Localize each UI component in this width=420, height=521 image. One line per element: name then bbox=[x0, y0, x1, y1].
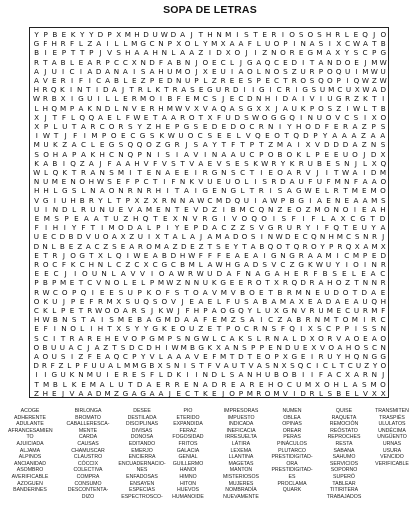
word-item: OPINAS bbox=[282, 421, 302, 428]
word-item: MAGETAS bbox=[228, 460, 254, 467]
grid-row: C K L P E T R W O O A R S J K W J F H P A O G Q Y L U X G N V R U M E C U R M F bbox=[33, 306, 386, 315]
grid-row: X P L U T A R C O R S Y Z H E P G S E D E D O C R N I Y H O D F E R A Z P S bbox=[34, 122, 386, 131]
word-item: CARDA bbox=[78, 434, 98, 441]
word-item: ESPECTROSCO- bbox=[121, 493, 163, 500]
word-item: COMPRA bbox=[76, 473, 100, 480]
word-item: RAQUETA bbox=[331, 414, 357, 421]
word-item: CHAMUSCAR bbox=[71, 447, 105, 454]
word-item: PROCLAMA bbox=[277, 480, 307, 487]
word-item: TABLEAR bbox=[332, 480, 356, 487]
grid-row: S C I T R A R E H E V O P G M P S N G W L C A K S L R N A L D X O R V A O E A O bbox=[34, 333, 387, 343]
word-item: NUEVAMENTE bbox=[223, 493, 259, 500]
word-column bbox=[266, 408, 318, 494]
word-item: IRRESUELTA bbox=[225, 434, 257, 441]
word-item: REMOCIÓN bbox=[329, 421, 359, 428]
word-column bbox=[370, 408, 414, 467]
word-item: HITON bbox=[179, 480, 197, 487]
word-item: NOMBRADÍA bbox=[225, 487, 257, 494]
word-item: LÁTIRA bbox=[231, 440, 251, 447]
word-item: EMERJO bbox=[131, 447, 153, 454]
word-item: DESTILADA bbox=[127, 414, 157, 421]
word-item: CLAUSTRO bbox=[73, 454, 103, 461]
grid-row: A V E R I F I C A B L E Z P E D N U P L Z R E E S P E C T R O S Q O P I Q W Z W bbox=[33, 76, 387, 85]
word-item: HANOI bbox=[179, 467, 197, 474]
grid-row: M U K Z A C L E G S Q Q O Z G R J S A Y T F T P T Z M A I X V D D D A Z N S bbox=[33, 140, 386, 150]
word-item: GALACIA bbox=[176, 447, 200, 454]
word-item: SERVICIOS bbox=[329, 460, 359, 467]
word-item: UNGÜENTO bbox=[377, 434, 407, 441]
word-item: TRANSMITEN bbox=[375, 408, 409, 414]
word-item: DONOSA bbox=[130, 434, 154, 441]
word-item: DESEE bbox=[133, 408, 151, 414]
grid-row: U E C D B D V U O A X Z U I X T A L A J A M A D O S I N W D E C Q N H M C S N R J bbox=[33, 232, 385, 242]
grid-row: P B P M E T C V N O L E L P M W Z N N U K G E E R O T X R Q D R A H O Z T N N R bbox=[34, 278, 386, 288]
word-item: HUEVOS bbox=[177, 487, 199, 494]
word-item: PIO bbox=[183, 408, 193, 414]
grid-row: D R F Z L P F U U A L M M G B X S N I S T F V A U T V A S N X S Q C I C L T C U Z Y O bbox=[33, 361, 387, 371]
grid-row: W R B X I G U I L L E R M O I B F E M C S J E C D N H I D A I V I U G R Z K T I bbox=[32, 94, 385, 104]
grid-row: I I G U K N M U I E R E S F L D K I I N D L S A N H U B O B I I F A C X A R N J bbox=[35, 370, 385, 380]
word-item: OBLEA bbox=[283, 414, 301, 421]
grid-row: H W B N S T A I S M E B A G M D A A F E M Z S A I C Z A B R N M T O M I R C bbox=[33, 315, 386, 325]
word-item: URNAS bbox=[382, 440, 402, 447]
word-item: EXPANDIDA bbox=[173, 421, 203, 428]
grid-row: E F I N O L I H T X S Y Y G K E O U Z E T P O C R N S F Q I X S C P P I S S N bbox=[34, 324, 386, 334]
word-item: CABALLERESCA- bbox=[66, 421, 110, 428]
word-item: NES bbox=[136, 467, 148, 474]
word-item: VERIFICABLE bbox=[375, 460, 409, 467]
word-item: CAUSAS bbox=[77, 440, 99, 447]
word-column bbox=[62, 408, 114, 500]
word-item: MANTON bbox=[229, 467, 253, 474]
word-column bbox=[216, 408, 266, 500]
word-item: REÓSTATO bbox=[330, 427, 358, 434]
grid-row: D N L B E Z A C Z S E A R O M A Z D E Z T S E Y T A B Q O T Q R O Y P R Q X A M X bbox=[33, 241, 386, 251]
word-list bbox=[8, 408, 412, 518]
word-item: PLUTARCO bbox=[278, 447, 306, 454]
grid-row: X J T F L Q Q A E L F W E T A A R O T X F U D S W O G G Q I N U O V C S I X O bbox=[34, 112, 387, 122]
word-item: TRABAJADOS bbox=[326, 493, 362, 500]
word-item: IMPRESORAS bbox=[223, 408, 259, 414]
word-item: DESCONTENTA- bbox=[67, 487, 109, 494]
word-item: BROMATO bbox=[75, 414, 101, 421]
word-item: SUPERÓ bbox=[333, 473, 355, 480]
word-item: ASOMBRO bbox=[16, 467, 44, 474]
word-item: OREAR bbox=[282, 427, 302, 434]
word-item: MUJERES bbox=[228, 480, 254, 487]
word-item: SOPORNO bbox=[330, 467, 358, 474]
word-item: ETERIDO bbox=[176, 414, 200, 421]
grid-row: E E C J I O U N L A V V I O A W R W U D A F N A G A H E R F B S E L E A C bbox=[34, 269, 386, 279]
grid-row: A J U I C I A D A N A I S A H U M O J X E U I A O L N O S Z U R P O Q U I M W U bbox=[33, 66, 386, 76]
grid-row: O K U J P E F R M X S U Q S O V J E A E L F U S A B A M A X E A D A E A U Q H bbox=[33, 296, 387, 306]
word-item: BANDERINES bbox=[13, 487, 47, 494]
word-item: AVERIFICABLE bbox=[11, 473, 49, 480]
word-item: PRESTIDIGITAD- bbox=[271, 467, 313, 474]
word-item: DIVISAS bbox=[131, 427, 153, 434]
word-item: TRASPIÉS bbox=[379, 414, 405, 421]
word-item: FERAZ bbox=[179, 427, 197, 434]
word-item: ORA bbox=[286, 460, 298, 467]
grid-row: S O H A P A K H C N Q P N I S I A V I N A A U C P O B O K L P E E U O J D X bbox=[34, 149, 386, 159]
grid-row: B I E P T T P J V S H A A H N L A A Z I D X O J I Z N O R E G M A X Y S C P G bbox=[34, 48, 387, 58]
word-item: BIRLONGA bbox=[74, 408, 102, 414]
word-item: CÓCCIX bbox=[77, 460, 99, 467]
word-item: RESTA bbox=[335, 440, 353, 447]
word-item: INDICADA bbox=[228, 421, 254, 428]
word-item: AZOGUEN bbox=[17, 480, 43, 487]
grid-row: E M S P E A A T U Z H Q T E X N V R G I V O Q O I S F I F L A X C G T D bbox=[34, 214, 386, 223]
grid-row: F I H I Y F T I M O D A L P I Y E P D A C Z Z S V G R U R Y I F Q T E U Y A bbox=[34, 223, 386, 233]
grid-row: A O U S I Z F E A Q C P Y V L A A A V E F M T D T E O P X G E I R U Y H Q N G G bbox=[33, 352, 386, 361]
grid-row: U I N D L R U N U E V A M E N T E V D Z I B M C Q N Z E O Z M O N O I E A H bbox=[34, 204, 386, 214]
word-item: ENCIERRA bbox=[128, 454, 156, 461]
grid-row: L H Q M P A K N D L N V E R H M W V X V A Q A S G X X J A U K P O S Z I W L T B bbox=[34, 103, 386, 113]
word-item: ACOGE bbox=[20, 408, 40, 414]
grid-row: H H L G S L N A O N R N R H I T A I G E N G L T R I S A G W E L R T M E M O bbox=[33, 186, 386, 196]
word-item: LEXEMA bbox=[230, 447, 252, 454]
word-item: IMPUESTO bbox=[227, 414, 255, 421]
word-item: LLANTINA bbox=[228, 454, 254, 461]
word-item: CONSUMO bbox=[74, 480, 102, 487]
word-item: TO bbox=[26, 434, 34, 441]
word-item: ESPECIAS bbox=[129, 487, 155, 494]
word-item: NUMEN bbox=[282, 408, 302, 414]
grid-row: R O C F K C H N L C Z C X C G C B M L A W H G A D S V C Z G K W U Y I O I N R bbox=[34, 260, 386, 269]
word-item: SABANA bbox=[333, 447, 355, 454]
word-item: AFRANCESAMIEN bbox=[8, 427, 53, 434]
grid-row: W L Q K T R A N S M I T E N A E E I R G N S C T I E O A R V J I T W A I D M bbox=[33, 168, 387, 177]
grid-row: O B U U A C J A Z T S D C D H I W M B G K X A N S P P E N D U E X V O A H O S C N bbox=[33, 342, 386, 352]
grid-row: E T R J O G T X L Q I W E A B D H W F F F E A E A I G N G R A A M I C M P E D bbox=[34, 250, 387, 260]
grid-row: N U M E N O H W S E F P C T I F N K V U E U O L I S R D A U F U F M N F A A O bbox=[33, 177, 387, 187]
word-item: DIZO bbox=[81, 493, 95, 500]
word-item: QUARK bbox=[282, 487, 302, 494]
grid-row: V G I U H B R Y L T P X Z X R N N A W C M D Q U I A W P B G I A E N E A A M S bbox=[34, 195, 386, 205]
page-title: SOPA DE LETRAS bbox=[163, 4, 257, 16]
word-item: ANCIANIDAD bbox=[14, 460, 46, 467]
word-item: ENCUADERNACIO- bbox=[118, 460, 166, 467]
word-item: USURA bbox=[382, 447, 402, 454]
word-item: GUILLERMO bbox=[172, 460, 204, 467]
word-item: ENFADOSAS bbox=[126, 473, 158, 480]
word-item: MISTERIOSOS bbox=[222, 473, 260, 480]
word-item: DISCIPLINAS bbox=[125, 421, 159, 428]
grid-row: H R Q K I N T I D A J T R L K T R A S E G U R D I I G I C R I G S U M C U X W A D bbox=[33, 85, 386, 95]
word-item: PRESTIDIGITAD- bbox=[271, 454, 313, 461]
word-column bbox=[166, 408, 210, 500]
grid-row: G F H R F L Z A I L L M G C N P X O L Y M X A A F L U O P I N A S I X C W A T B bbox=[33, 39, 386, 49]
word-item: ULULATOS bbox=[378, 421, 406, 428]
grid-row: R T A B L E A R P C C X N D F A B N J O E C L J G A Q C E D I T A N D O E J M W bbox=[33, 57, 387, 67]
word-item: HUMANOIDE bbox=[172, 493, 204, 500]
word-column bbox=[318, 408, 370, 500]
grid-row: T M B L K E M A L U T D A E R R E N A D R E A R E H O C U M X O H L A S M O bbox=[34, 379, 386, 389]
word-item: ES bbox=[288, 473, 296, 480]
word-item: UNDÉCIMA bbox=[378, 427, 406, 434]
grid-row: R W C O P Q I E E S U P K O F S T O A V M V B O E T B R M N E U D O T D A E bbox=[34, 287, 386, 297]
word-item: VENCIDO bbox=[380, 454, 404, 461]
word-item: REPROCHES bbox=[327, 434, 361, 441]
word-item: GENIAL bbox=[178, 454, 198, 461]
word-item: ALPINOS bbox=[18, 454, 42, 461]
word-item: ALJAMA bbox=[19, 447, 41, 454]
word-item: AJUICIADA bbox=[16, 440, 44, 447]
word-item: MENTE bbox=[78, 427, 98, 434]
word-item: FRITOS bbox=[178, 440, 198, 447]
word-item: TITIRITERA bbox=[329, 487, 359, 494]
word-item: ENSAYEN bbox=[129, 480, 155, 487]
grid-row: Z H E J V A A D M Z G A G A A J E C T K E J O P M R O M V I D R L S B E L V X X bbox=[33, 388, 386, 398]
word-column bbox=[8, 408, 52, 494]
word-item: SAHUMO bbox=[332, 454, 356, 461]
grid-row: Y P B E K Y Y D P X M H D U W D A J T H N M I S T E R I O S O S H R L E Q J O bbox=[34, 30, 387, 39]
grid-row: K A B I Q Z A J F A A H V F V S T V A E V S E S K W R Y K R U B E S N J L X Q bbox=[34, 158, 387, 168]
grid-row: I W T J F I M P O E C G S K W U O C S E E L V Q E O T Q D P Y A A A Z A A bbox=[35, 131, 386, 141]
letter-grid bbox=[29, 27, 389, 398]
word-item: INEFICACIA bbox=[226, 427, 256, 434]
word-item: ADULANTE bbox=[16, 421, 44, 428]
word-item: QUISE bbox=[335, 408, 353, 414]
word-item: EDITANDO bbox=[128, 440, 156, 447]
word-item: PERAS bbox=[283, 434, 301, 441]
word-item: FOGOSIDAD bbox=[172, 434, 204, 441]
word-item: ADHERENTE bbox=[14, 414, 46, 421]
word-column bbox=[114, 408, 170, 500]
word-item: PINÁCULOS bbox=[277, 440, 307, 447]
word-item: COLECTIVA bbox=[73, 467, 103, 474]
word-item: HIMNO bbox=[179, 473, 197, 480]
